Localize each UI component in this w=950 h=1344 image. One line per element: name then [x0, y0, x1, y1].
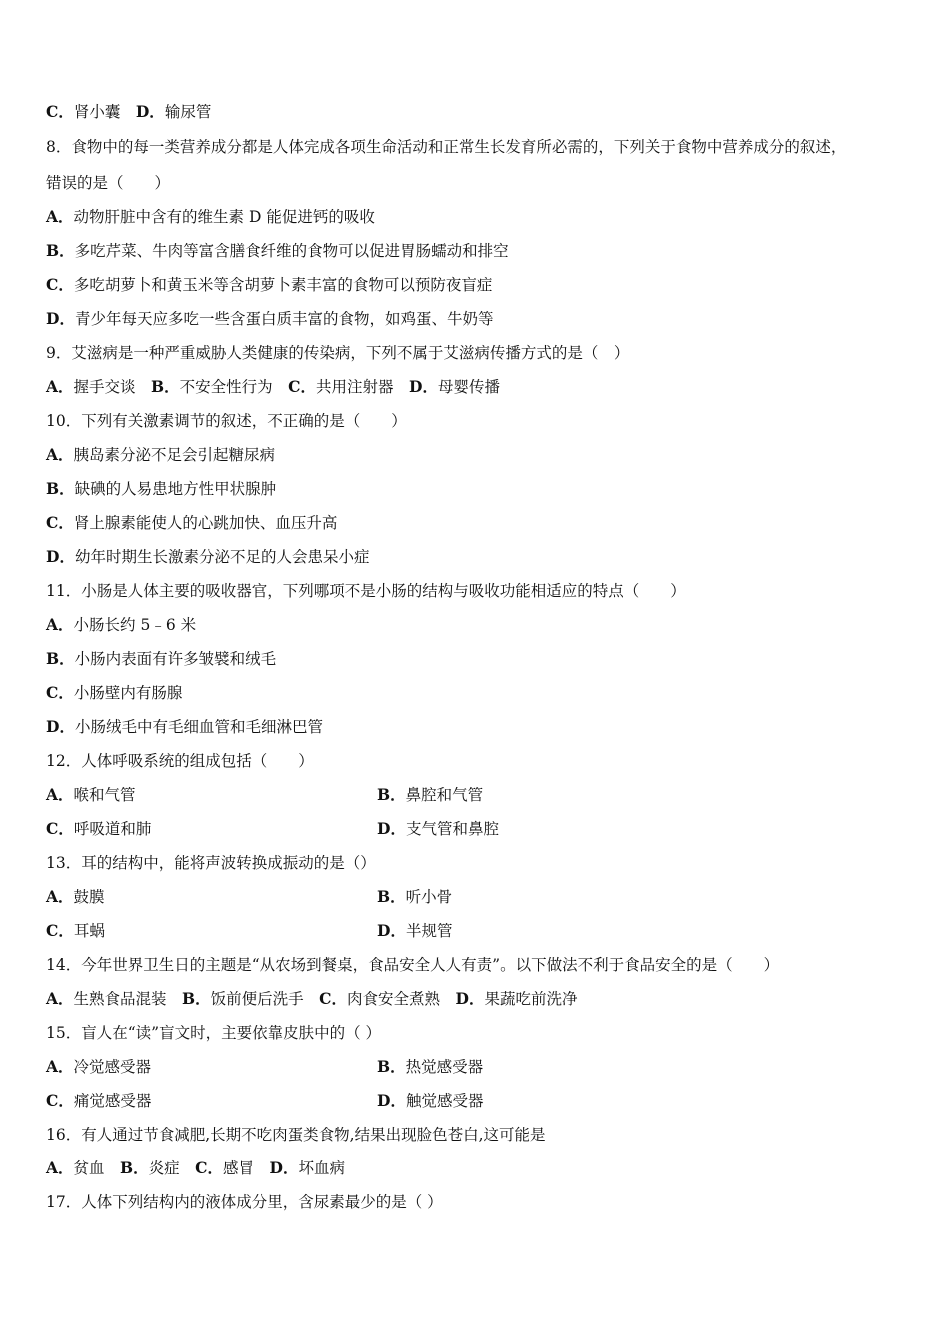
option-text: 支气管和鼻腔 [405, 820, 499, 838]
option-label: B． [377, 887, 406, 906]
option-text: 鼓膜 [73, 888, 105, 906]
q8-option-b [46, 241, 509, 261]
option-label: D． [377, 921, 406, 940]
option-label: D． [46, 309, 75, 328]
line-7-options-cd [46, 102, 211, 122]
question-17-stem: 17．人体下列结构内的液体成分里，含尿素最少的是（ ） [46, 1193, 443, 1211]
option-label: A． [46, 1057, 74, 1076]
q8-option-d [46, 309, 493, 329]
option-label: C． [288, 377, 317, 396]
q13-option-b [377, 887, 452, 907]
option-text: 果蔬吃前洗净 [484, 990, 578, 1008]
option-label: B． [377, 785, 406, 804]
q12-option-d [377, 819, 499, 839]
option-label: A． [46, 1158, 74, 1177]
option-text: 坏血病 [298, 1159, 345, 1177]
question-15-stem: 15．盲人在“读”盲文时，主要依靠皮肤中的（ ） [46, 1024, 381, 1042]
option-label: C． [195, 1158, 224, 1177]
option-text: 痛觉感受器 [73, 1092, 152, 1110]
option-text: 缺碘的人易患地方性甲状腺肿 [74, 480, 277, 498]
option-c-label: C． [46, 102, 74, 121]
q13-option-a [46, 887, 105, 907]
q15-option-b [377, 1057, 483, 1077]
option-label: B． [182, 989, 211, 1008]
q11-option-d [46, 717, 323, 737]
q15-option-d [377, 1091, 483, 1111]
option-label: B． [377, 1057, 406, 1076]
question-14-stem: 14．今年世界卫生日的主题是“从农场到餐桌，食品安全人人有责”。以下做法不利于食品安全的是（ ） [46, 956, 780, 974]
question-11-stem: 11．小肠是人体主要的吸收器官，下列哪项不是小肠的结构与吸收功能相适应的特点（ ） [46, 582, 686, 600]
option-text: 鼻腔和气管 [405, 786, 484, 804]
option-label: A． [46, 615, 74, 634]
question-13-stem: 13．耳的结构中，能将声波转换成振动的是（） [46, 854, 376, 872]
option-label: A． [46, 207, 74, 226]
option-label: A． [46, 989, 74, 1008]
option-label: A． [46, 887, 74, 906]
q8-option-a [46, 207, 375, 227]
q9-options [46, 377, 500, 397]
option-text: 青少年每天应多吃一些含蛋白质丰富的食物，如鸡蛋、牛奶等 [74, 310, 494, 328]
q10-option-a [46, 445, 275, 465]
option-text: 动物肝脏中含有的维生素 D 能促进钙的吸收 [73, 208, 375, 226]
option-text: 幼年时期生长激素分泌不足的人会患呆小症 [74, 548, 370, 566]
option-text: 生熟食品混装 [73, 990, 183, 1008]
option-text: 多吃芹菜、牛肉等富含膳食纤维的食物可以促进胃肠蠕动和排空 [74, 242, 509, 260]
question-16-stem: 16．有人通过节食减肥,长期不吃肉蛋类食物,结果出现脸色苍白,这可能是 [46, 1126, 546, 1144]
q10-option-c [46, 513, 337, 533]
option-text: 肾上腺素能使人的心跳加快、血压升高 [73, 514, 338, 532]
option-label: B． [46, 649, 75, 668]
q12-option-b [377, 785, 483, 805]
q15-option-a [46, 1057, 151, 1077]
option-d-label: D． [135, 102, 165, 121]
question-8-stem: 8．食物中的每一类营养成分都是人体完成各项生命活动和正常生长发育所必需的，下列关于食物中营养成分的叙述， [46, 138, 847, 156]
option-text: 小肠长约 5﹣6 米 [73, 616, 197, 634]
q11-option-b [46, 649, 276, 669]
question-10-stem: 10．下列有关激素调节的叙述，不正确的是（ ） [46, 412, 407, 430]
q13-option-c [46, 921, 105, 941]
question-9-stem: 9．艾滋病是一种严重威胁人类健康的传染病，下列不属于艾滋病传播方式的是（ ） [46, 344, 630, 362]
option-text: 小肠内表面有许多皱襞和绒毛 [74, 650, 277, 668]
option-d-text: 输尿管 [164, 103, 212, 121]
option-label: D． [377, 1091, 406, 1110]
option-text: 冷觉感受器 [73, 1058, 152, 1076]
question-12-stem: 12．人体呼吸系统的组成包括（ ） [46, 752, 314, 770]
option-text: 耳蜗 [73, 922, 105, 940]
option-label: A． [46, 445, 74, 464]
option-text: 热觉感受器 [405, 1058, 484, 1076]
option-text: 胰岛素分泌不足会引起糖尿病 [73, 446, 276, 464]
option-text: 多吃胡萝卜和黄玉米等含胡萝卜素丰富的食物可以预防夜盲症 [73, 276, 493, 294]
option-label: D． [46, 717, 75, 736]
option-label: D． [269, 1158, 299, 1177]
option-label: C． [46, 819, 74, 838]
option-text: 半规管 [405, 922, 453, 940]
q15-option-c [46, 1091, 151, 1111]
option-label: D． [455, 989, 485, 1008]
option-c-text: 肾小囊 [73, 103, 136, 121]
q16-options [46, 1158, 345, 1178]
q12-options-ab [46, 785, 136, 805]
option-text: 听小骨 [405, 888, 453, 906]
option-label: C． [46, 1091, 74, 1110]
q11-option-c [46, 683, 182, 703]
q11-option-a [46, 615, 196, 635]
q13-option-d [377, 921, 452, 941]
option-label: A． [46, 785, 74, 804]
q10-option-b [46, 479, 276, 499]
option-label: A． [46, 377, 74, 396]
option-text: 小肠绒毛中有毛细血管和毛细淋巴管 [74, 718, 323, 736]
option-label: B． [120, 1158, 149, 1177]
option-text: 共用注射器 [316, 378, 410, 396]
option-text: 喉和气管 [73, 786, 136, 804]
option-text: 肉食安全煮熟 [347, 990, 456, 1008]
option-text: 饭前便后洗手 [210, 990, 320, 1008]
option-label: D． [377, 819, 406, 838]
q8-option-c [46, 275, 492, 295]
q14-options [46, 989, 578, 1009]
option-text: 呼吸道和肺 [73, 820, 152, 838]
option-label: C． [46, 513, 74, 532]
q12-options-cd [46, 819, 151, 839]
question-8-stem-cont: 错误的是（ ） [46, 174, 171, 192]
option-text: 小肠壁内有肠腺 [73, 684, 183, 702]
q10-option-d [46, 547, 369, 567]
option-label: D． [409, 377, 438, 396]
option-label: B． [46, 241, 75, 260]
option-text: 感冒 [223, 1159, 270, 1177]
option-label: C． [46, 275, 74, 294]
option-text: 母婴传播 [437, 378, 500, 396]
option-text: 不安全性行为 [179, 378, 289, 396]
option-text: 炎症 [148, 1159, 196, 1177]
option-text: 握手交谈 [73, 378, 152, 396]
option-label: B． [151, 377, 180, 396]
option-label: D． [46, 547, 75, 566]
option-label: B． [46, 479, 75, 498]
option-label: C． [319, 989, 348, 1008]
option-text: 触觉感受器 [405, 1092, 484, 1110]
option-label: C． [46, 921, 74, 940]
option-label: C． [46, 683, 74, 702]
option-text: 贫血 [73, 1159, 121, 1177]
